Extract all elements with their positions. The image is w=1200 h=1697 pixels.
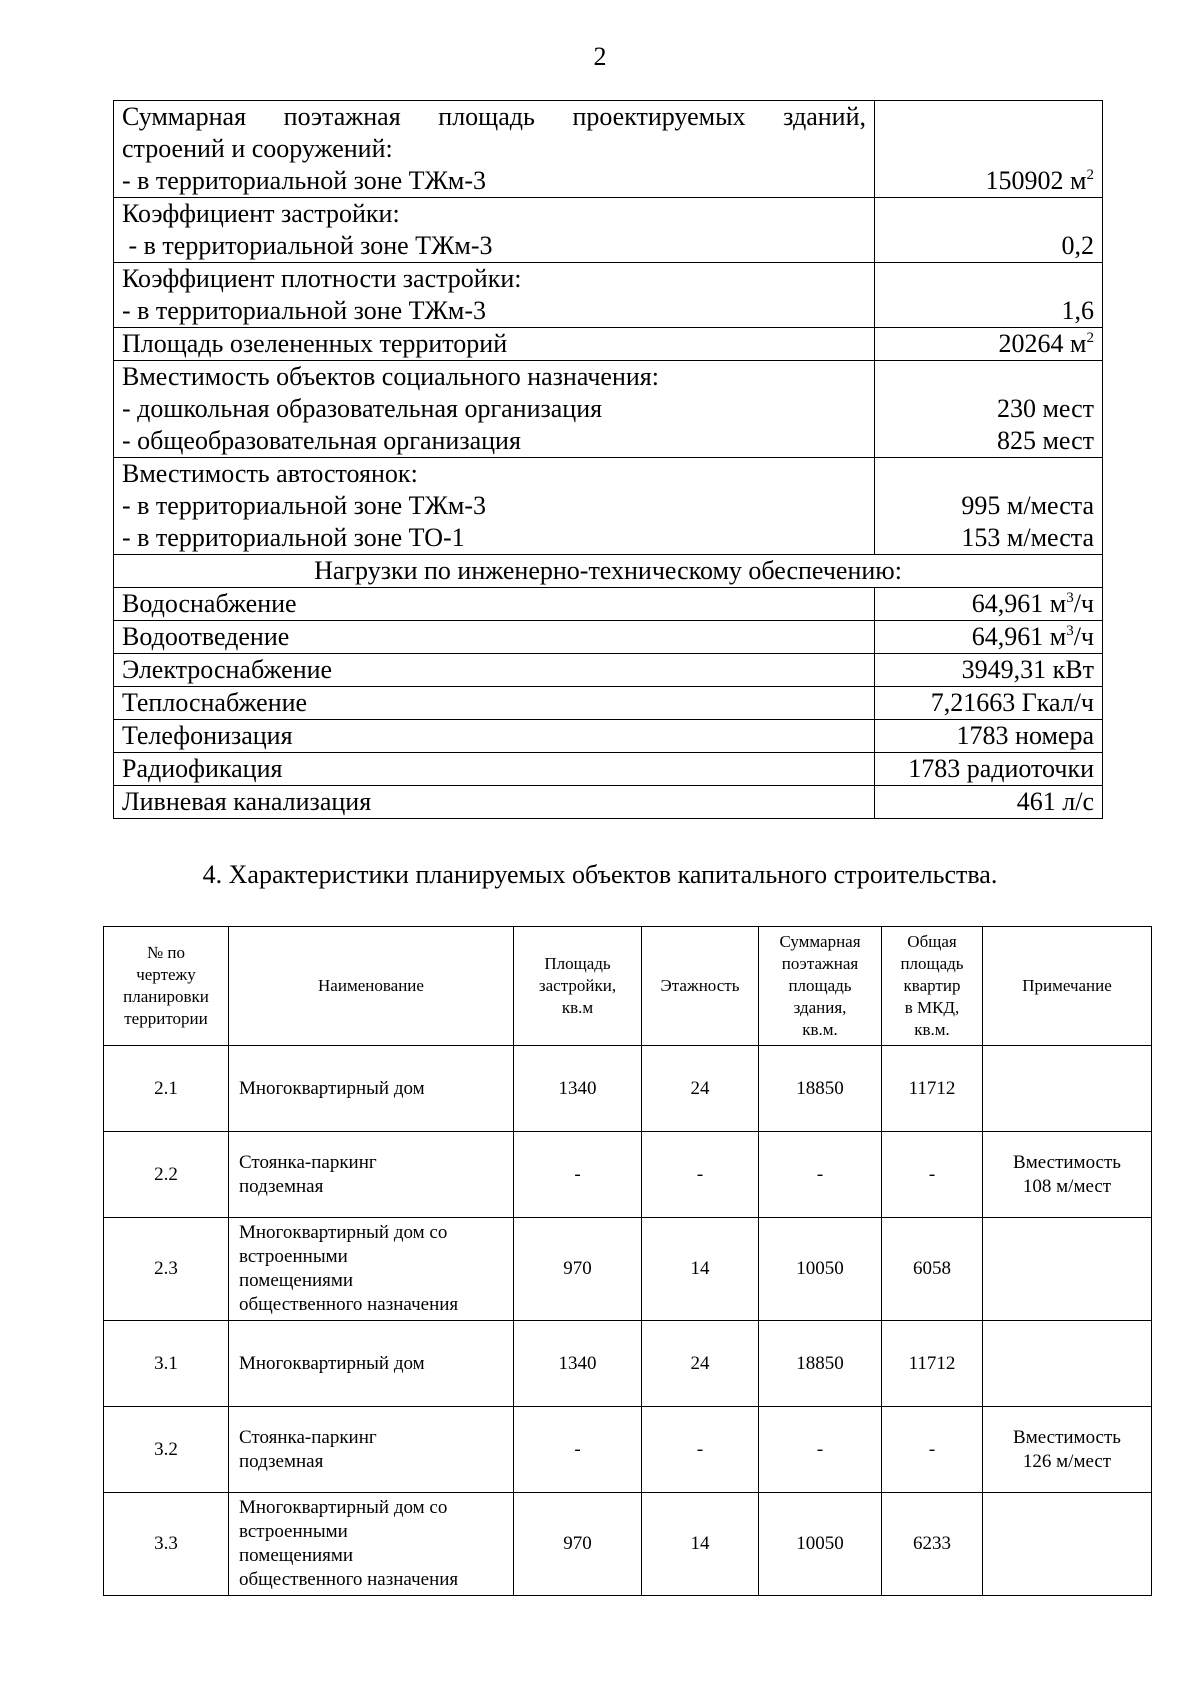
cell-number: 2.3	[104, 1218, 229, 1321]
value-cell: 1,6	[875, 263, 1103, 328]
table-row	[114, 753, 1103, 786]
cell-area: 970	[514, 1493, 642, 1596]
value-cell: 461 л/с	[875, 786, 1103, 819]
table-row	[114, 198, 1103, 263]
header-row	[104, 927, 1152, 1046]
value-cell: 995 м/места 153 м/места	[875, 458, 1103, 555]
value-cell: 64,961 $м^3/ч$	[875, 621, 1103, 654]
header-name: Наименование	[229, 927, 514, 1046]
section-4-heading: 4. Характеристики планируемых объектов капитального строительства.	[202, 860, 998, 889]
label-cell: Ливневая канализация	[114, 786, 875, 819]
cell-apartments: -	[882, 1132, 983, 1218]
cell-total-area: -	[759, 1132, 882, 1218]
table-row	[114, 786, 1103, 819]
label-cell: Водоснабжение	[114, 588, 875, 621]
value-cell: 0,2	[875, 198, 1103, 263]
page-number: 2	[593, 42, 607, 71]
header-floors: Этажность	[642, 927, 759, 1046]
header-number: № по чертежу планировки территории	[104, 927, 229, 1046]
cell-name: Многоквартирный дом	[229, 1046, 514, 1132]
value-cell: 7,21663 Гкал/ч	[875, 687, 1103, 720]
cell-note: Вместимость 108 м/мест	[983, 1132, 1152, 1218]
cell-apartments: 11712	[882, 1046, 983, 1132]
label-cell: Теплоснабжение	[114, 687, 875, 720]
cell-number: 3.1	[104, 1321, 229, 1407]
section-heading: Нагрузки по инженерно-техническому обеспечению:	[114, 555, 1103, 588]
label-cell: Вместимость объектов социального назначения: - дошкольная образовательная организация - общеобразовательная организация	[114, 361, 875, 458]
cell-area: -	[514, 1407, 642, 1493]
header-area: Площадь застройки, кв.м	[514, 927, 642, 1046]
value-cell: 230 мест 825 мест	[875, 361, 1103, 458]
value-cell: 20264 $м^2$	[875, 328, 1103, 361]
cell-name: Многоквартирный дом со встроенными помещениями общественного назначения	[229, 1493, 514, 1596]
value-cell: 64,961 $м^3/ч$	[875, 588, 1103, 621]
cell-name: Многоквартирный дом со встроенными помещениями общественного назначения	[229, 1218, 514, 1321]
cell-apartments: 6058	[882, 1218, 983, 1321]
section-heading-row	[114, 555, 1103, 588]
label-cell: Водоотведение	[114, 621, 875, 654]
cell-floors: 24	[642, 1046, 759, 1132]
cell-total-area: -	[759, 1407, 882, 1493]
cell-note	[983, 1321, 1152, 1407]
table-row	[104, 1132, 1152, 1218]
table-row	[104, 1321, 1152, 1407]
table-row	[104, 1407, 1152, 1493]
table-row	[114, 101, 1103, 198]
cell-total-area: 10050	[759, 1493, 882, 1596]
cell-number: 2.2	[104, 1132, 229, 1218]
label-cell: Вместимость автостоянок: - в территориальной зоне ТЖм-3 - в территориальной зоне ТО-1	[114, 458, 875, 555]
header-apartments: Общая площадь квартир в МКД, кв.м.	[882, 927, 983, 1046]
table-row	[114, 328, 1103, 361]
cell-area: 970	[514, 1218, 642, 1321]
cell-name: Стоянка-паркинг подземная	[229, 1132, 514, 1218]
cell-apartments: 11712	[882, 1321, 983, 1407]
cell-number: 3.2	[104, 1407, 229, 1493]
cell-total-area: 18850	[759, 1046, 882, 1132]
table-row	[114, 687, 1103, 720]
cell-note	[983, 1218, 1152, 1321]
label-cell: Электроснабжение	[114, 654, 875, 687]
cell-floors: -	[642, 1407, 759, 1493]
label-cell: Коэффициент плотности застройки: - в территориальной зоне ТЖм-3	[114, 263, 875, 328]
cell-name: Стоянка-паркинг подземная	[229, 1407, 514, 1493]
cell-area: 1340	[514, 1321, 642, 1407]
value-cell: 1783 радиоточки	[875, 753, 1103, 786]
cell-apartments: 6233	[882, 1493, 983, 1596]
cell-floors: 14	[642, 1493, 759, 1596]
cell-area: -	[514, 1132, 642, 1218]
cell-floors: 14	[642, 1218, 759, 1321]
cell-total-area: 10050	[759, 1218, 882, 1321]
header-note: Примечание	[983, 927, 1152, 1046]
cell-total-area: 18850	[759, 1321, 882, 1407]
label-cell: Коэффициент застройки: - в территориальной зоне ТЖм-3	[114, 198, 875, 263]
value-cell: 1783 номера	[875, 720, 1103, 753]
cell-number: 3.3	[104, 1493, 229, 1596]
table-row	[114, 361, 1103, 458]
label-cell: Телефонизация	[114, 720, 875, 753]
table-row	[114, 720, 1103, 753]
table-row	[104, 1046, 1152, 1132]
header-total-area: Суммарная поэтажная площадь здания, кв.м.	[759, 927, 882, 1046]
label-cell: Суммарная поэтажная площадь проектируемых зданий, строений и сооружений: - в территориальной зоне ТЖм-3	[114, 101, 875, 198]
cell-apartments: -	[882, 1407, 983, 1493]
cell-number: 2.1	[104, 1046, 229, 1132]
table-row	[114, 263, 1103, 328]
objects-table	[103, 926, 1152, 1596]
table-row	[104, 1493, 1152, 1596]
cell-floors: 24	[642, 1321, 759, 1407]
table-row	[114, 654, 1103, 687]
table-row	[114, 458, 1103, 555]
cell-name: Многоквартирный дом	[229, 1321, 514, 1407]
label-cell: Площадь озелененных территорий	[114, 328, 875, 361]
cell-note	[983, 1046, 1152, 1132]
table-row	[114, 588, 1103, 621]
table-row	[104, 1218, 1152, 1321]
cell-area: 1340	[514, 1046, 642, 1132]
cell-note: Вместимость 126 м/мест	[983, 1407, 1152, 1493]
cell-note	[983, 1493, 1152, 1596]
cell-floors: -	[642, 1132, 759, 1218]
label-cell: Радиофикация	[114, 753, 875, 786]
value-cell: 150902 $м^2$	[875, 101, 1103, 198]
indicators-table	[113, 100, 1103, 819]
value-cell: 3949,31 кВт	[875, 654, 1103, 687]
table-row	[114, 621, 1103, 654]
